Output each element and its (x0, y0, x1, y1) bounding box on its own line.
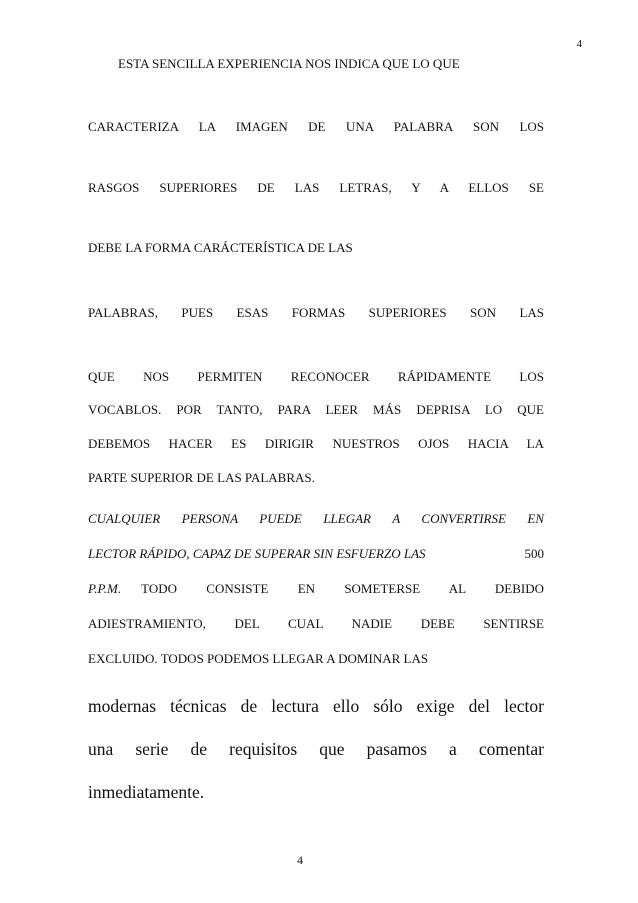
ppm-abbreviation: P.P.M. (88, 581, 122, 596)
text-line-5-clipped (88, 303, 544, 320)
large-line-2: una serie de requisitos que pasamos a comentar (88, 739, 544, 759)
ppm-rest: TODO CONSISTE EN SOMETERSE AL DEBIDO (141, 581, 544, 596)
text-line-7: VOCABLOS. POR TANTO, PARA LEER MÁS DEPRISA LO QUE (88, 402, 544, 417)
text-line-6: QUE NOS PERMITEN RECONOCER RÁPIDAMENTE LOS (88, 369, 544, 384)
closing-line-1: ADIESTRAMIENTO, DEL CUAL NADIE DEBE SENTIRSE (88, 616, 544, 631)
text-line-4-clipped (88, 238, 544, 255)
text-line-1: ESTA SENCILLA EXPERIENCIA NOS INDICA QUE LO QUE (118, 56, 460, 71)
text-line-5-text: PALABRAS, PUES ESAS FORMAS SUPERIORES SON LAS (88, 305, 544, 320)
large-line-1-clipped (88, 692, 544, 716)
large-line-1-text: modernas técnicas de lectura ello sólo exige del lector (88, 696, 544, 716)
text-line-2-text: CARACTERIZA LA IMAGEN DE UNA PALABRA SON LOS (88, 119, 544, 134)
text-line-9: PARTE SUPERIOR DE LAS PALABRAS. (88, 470, 315, 485)
page-number-bottom: 4 (297, 853, 303, 867)
text-line-4-text: DEBE LA FORMA CARÁCTERÍSTICA DE LAS (88, 240, 353, 255)
page-number-top: 4 (576, 38, 582, 50)
italic-line-2-text: LECTOR RÁPIDO, CAPAZ DE SUPERAR SIN ESFUERZO LAS (88, 546, 426, 561)
text-line-3-clipped (88, 178, 544, 195)
ppm-line (88, 581, 544, 597)
text-line-2-clipped (88, 117, 544, 134)
text-line-8: DEBEMOS HACER ES DIRIGIR NUESTROS OJOS HACIA LA (88, 436, 544, 451)
italic-line-2 (88, 546, 544, 562)
text-line-3-text: RASGOS SUPERIORES DE LAS LETRAS, Y A ELLOS SE (88, 180, 544, 195)
closing-line-2: EXCLUIDO. TODOS PODEMOS LLEGAR A DOMINAR LAS (88, 651, 429, 666)
italic-line-2-number: 500 (524, 546, 544, 561)
large-line-3: inmediatamente. (88, 782, 205, 802)
italic-line-1: CUALQUIER PERSONA PUEDE LLEGAR A CONVERTIRSE EN (88, 511, 544, 526)
